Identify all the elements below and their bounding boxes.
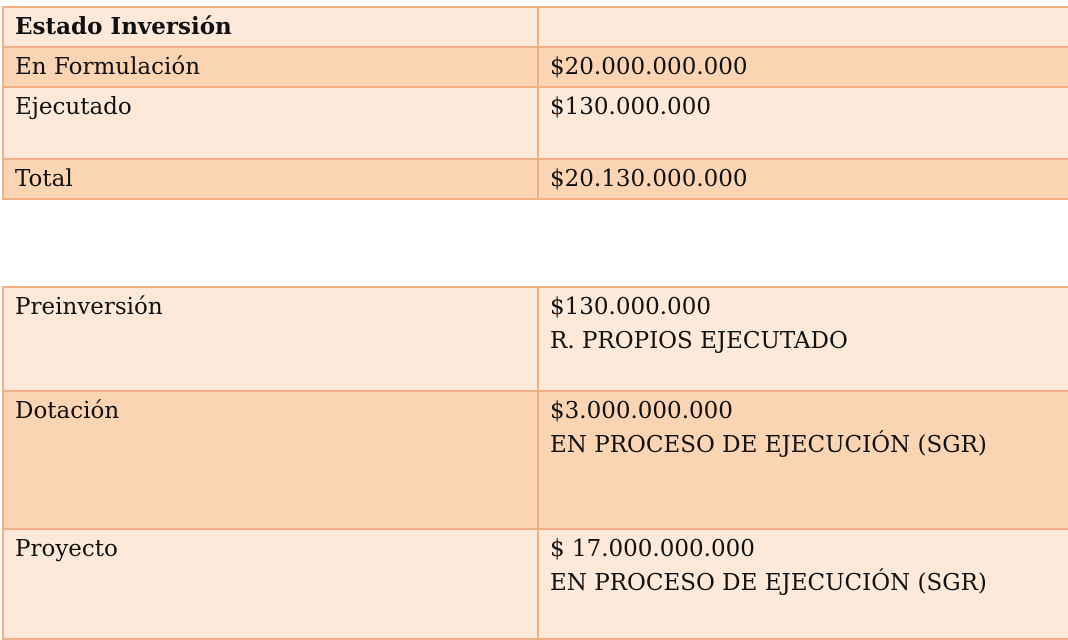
header-label-cell: Estado Inversión: [3, 7, 538, 47]
phase-detail-cell: [538, 529, 1068, 639]
row-value: $20.000.000.000: [538, 47, 1068, 87]
phase-label: Dotación: [3, 391, 538, 529]
table-row: [3, 47, 1068, 87]
phase-label: Proyecto: [3, 529, 538, 639]
investment-phases-table: [2, 286, 1068, 640]
total-label: Total: [3, 159, 538, 199]
table-row: [3, 87, 1068, 159]
phase-status: R. PROPIOS EJECUTADO: [550, 328, 848, 354]
phase-amount: $130.000.000: [550, 294, 711, 320]
row-label: En Formulación: [3, 47, 538, 87]
table-row: [3, 287, 1068, 391]
phase-amount: $3.000.000.000: [550, 398, 733, 424]
total-row: [3, 159, 1068, 199]
phase-detail-cell: [538, 287, 1068, 391]
investment-status-table: [2, 6, 1068, 200]
phase-status: EN PROCESO DE EJECUCIÓN (SGR): [550, 432, 987, 458]
table-row: [3, 391, 1068, 529]
phase-status: EN PROCESO DE EJECUCIÓN (SGR): [550, 570, 987, 596]
phase-detail-cell: [538, 391, 1068, 529]
total-value: $20.130.000.000: [538, 159, 1068, 199]
phase-label: Preinversión: [3, 287, 538, 391]
row-value: $130.000.000: [538, 87, 1068, 159]
phase-amount: $ 17.000.000.000: [550, 536, 755, 562]
table-header-row: [3, 7, 1068, 47]
table-row: [3, 529, 1068, 639]
header-value-cell: [538, 7, 1068, 47]
row-label: Ejecutado: [3, 87, 538, 159]
